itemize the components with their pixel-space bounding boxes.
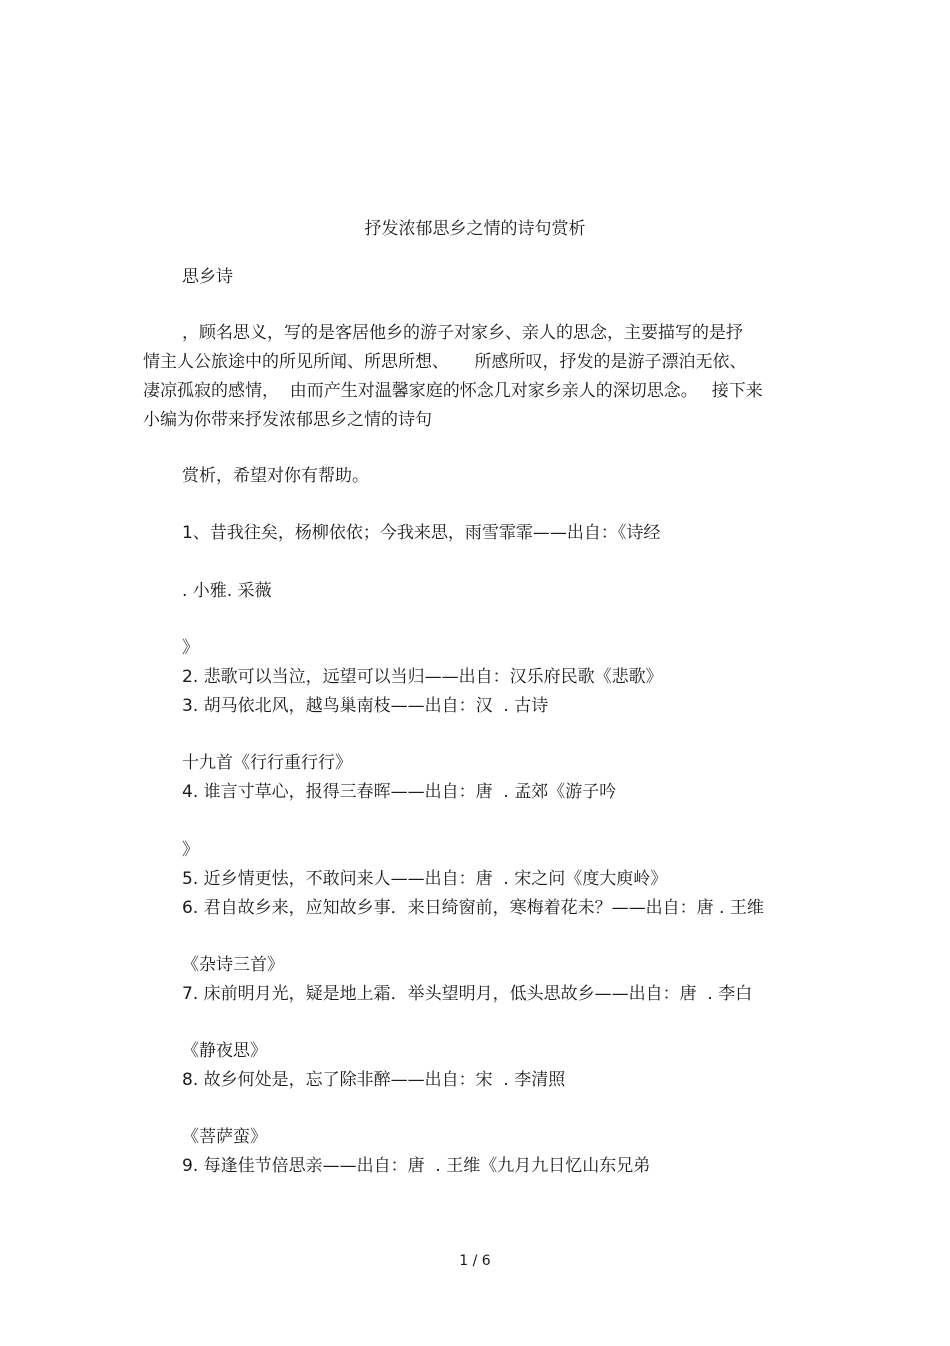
poem-line: 4. 谁言寸草心，报得三春晖——出自：唐 . 孟郊《游子吟 — [182, 782, 617, 802]
poem-line: 2. 悲歌可以当泣，远望可以当归——出自：汉乐府民歌《悲歌》 — [182, 667, 663, 687]
poem-line: 3. 胡马依北风，越鸟巢南枝——出自：汉 . 古诗 — [182, 696, 549, 716]
poem-line: . 小雅. 采薇 — [182, 581, 272, 601]
poem-line: 》 — [182, 638, 199, 658]
poem-line: 1、昔我往矣，杨柳依依；今我来思，雨雪霏霏——出自：《诗经 — [182, 523, 661, 543]
poem-line: 《杂诗三首》 — [182, 955, 284, 975]
intro-line-4: 小编为你带来抒发浓郁思乡之情的诗句 — [143, 410, 432, 430]
poem-line: 》 — [182, 840, 199, 860]
poem-line: 9. 每逢佳节倍思亲——出自：唐 . 王维《九月九日忆山东兄弟 — [182, 1156, 651, 1176]
intro-line-1: ，顾名思义，写的是客居他乡的游子对家乡、亲人的思念，主要描写的是抒 — [182, 323, 743, 343]
poem-line: 《菩萨蛮》 — [182, 1127, 267, 1147]
poem-line: 6. 君自故乡来，应知故乡事．来日绮窗前，寒梅着花未？——出自：唐 . 王维 — [182, 898, 764, 918]
poem-line: 7. 床前明月光，疑是地上霜．举头望明月，低头思故乡——出自：唐 . 李白 — [182, 984, 753, 1004]
poem-line: 十九首《行行重行行》 — [182, 753, 352, 773]
poem-line: 5. 近乡情更怯，不敢问来人——出自：唐 . 宋之问《度大庾岭》 — [182, 869, 668, 889]
document-title: 抒发浓郁思乡之情的诗句赏析 — [364, 219, 586, 239]
section-heading: 思乡诗 — [182, 267, 233, 287]
poem-line: 8. 故乡何处是，忘了除非醉——出自：宋 . 李清照 — [182, 1070, 566, 1090]
page-number: 1 / 6 — [459, 1253, 491, 1269]
intro-line-2: 情主人公旅途中的所见所闻、所思所想、 所感所叹，抒发的是游子漂泊无依、 — [143, 352, 747, 372]
intro-line-3: 凄凉孤寂的感情， 由而产生对温馨家庭的怀念几对家乡亲人的深切思念。 接下来 — [143, 381, 763, 401]
poem-line: 《静夜思》 — [182, 1041, 267, 1061]
intro-line-5: 赏析，希望对你有帮助。 — [182, 466, 369, 486]
